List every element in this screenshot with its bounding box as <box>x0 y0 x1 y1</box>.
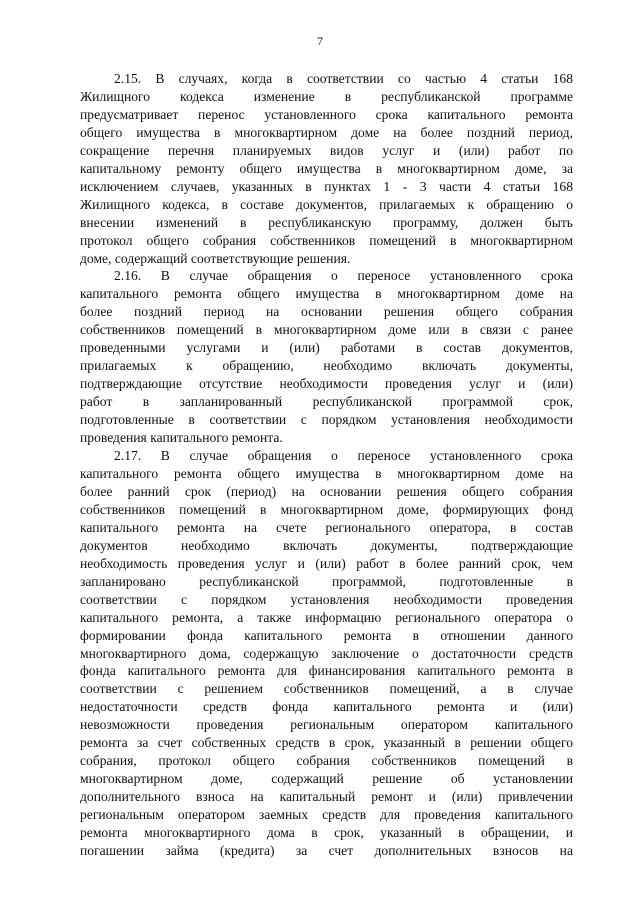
text-line: формировании фонда капитального ремонта в отношении данного <box>80 627 573 643</box>
text-line: доме, содержащий соответствующие решения. <box>80 250 351 266</box>
text-line: многоквартирного дома, содержащую заключение о достаточности средств <box>80 645 573 661</box>
text-line: протокол общего собрания собственников помещений в многоквартирном <box>80 232 573 248</box>
paragraph <box>80 447 573 860</box>
paragraph <box>80 267 573 447</box>
text-line: региональным оператором заемных средств для проведения капитального <box>80 807 573 823</box>
text-line: 2.17. В случае обращения о переносе установленного срока <box>114 448 573 464</box>
document-body <box>80 70 573 860</box>
text-line: многоквартирном доме, содержащий решение об установлении <box>80 771 573 787</box>
text-line: капитального ремонта общего имущества в многоквартирном доме на <box>80 465 573 481</box>
text-line: Жилищного кодекса изменение в республиканской программе <box>80 88 573 104</box>
text-line: прилагаемых к обращению, необходимо включать документы, <box>80 358 573 374</box>
text-line: предусматривает перенос установленного срока капитального ремонта <box>80 106 573 122</box>
text-line: общего имущества в многоквартирном доме на более поздний период, <box>80 124 573 140</box>
text-line: соответствии с порядком установления необходимости проведения <box>80 591 573 607</box>
text-line: ремонта за счет собственных средств в срок, указанный в решении общего <box>80 735 573 751</box>
text-line: собственников помещений в многоквартирном доме или в связи с ранее <box>80 322 573 338</box>
text-line: Жилищного кодекса, в составе документов, прилагаемых к обращению о <box>80 196 573 212</box>
text-line: дополнительного взноса на капитальный ремонт и (или) привлечении <box>80 789 573 805</box>
paragraph <box>80 70 573 267</box>
text-line: внесении изменений в республиканскую программу, должен быть <box>80 214 573 230</box>
text-line: капитального ремонта на счете регионального оператора, в состав <box>80 519 573 535</box>
text-line: 2.15. В случаях, когда в соответствии со частью 4 статьи 168 <box>114 71 573 86</box>
text-line: невозможности проведения региональным оператором капитального <box>80 717 573 733</box>
text-line: собрания, протокол общего собрания собственников помещений в <box>80 753 573 769</box>
text-line: подготовленные в соответствии с порядком установления необходимости <box>80 412 573 428</box>
text-line: соответствии с решением собственников помещений, а в случае <box>80 681 573 697</box>
text-line: более поздний период на основании решения общего собрания <box>80 304 573 320</box>
text-line: ремонта многоквартирного дома в срок, указанный в обращении, и <box>80 825 573 841</box>
text-line: недостаточности средств фонда капитального ремонта и (или) <box>80 699 573 715</box>
text-line: фонда капитального ремонта для финансирования капитального ремонта в <box>80 663 573 679</box>
text-line: капитального ремонта, а также информацию регионального оператора о <box>80 609 573 625</box>
page-number: 7 <box>317 34 323 48</box>
text-line: исключением случаев, указанных в пунктах 1 - 3 части 4 статьи 168 <box>80 178 573 194</box>
text-line: собственников помещений в многоквартирном доме, формирующих фонд <box>80 501 573 517</box>
text-line: проведения капитального ремонта. <box>80 430 283 446</box>
text-line: работ в запланированный республиканской программой срок, <box>80 394 573 410</box>
text-line: капитальному ремонту общего имущества в многоквартирном доме, за <box>80 160 573 176</box>
text-line: капитального ремонта общего имущества в многоквартирном доме на <box>80 286 573 302</box>
text-line: подтверждающие отсутствие необходимости проведения услуг и (или) <box>80 376 573 392</box>
text-line: документов необходимо включать документы, подтверждающие <box>80 537 573 553</box>
text-line: погашении займа (кредита) за счет дополнительных взносов на <box>80 842 573 858</box>
text-line: более ранний срок (период) на основании решения общего собрания <box>80 483 573 499</box>
text-line: проведенными услугами и (или) работами в состав документов, <box>80 340 573 356</box>
text-line: 2.16. В случае обращения о переносе установленного срока <box>114 268 573 284</box>
text-line: необходимость проведения услуг и (или) работ в более ранний срок, чем <box>80 555 573 571</box>
text-line: сокращение перечня планируемых видов услуг и (или) работ по <box>80 142 573 158</box>
text-line: запланировано республиканской программой, подготовленные в <box>80 573 573 589</box>
